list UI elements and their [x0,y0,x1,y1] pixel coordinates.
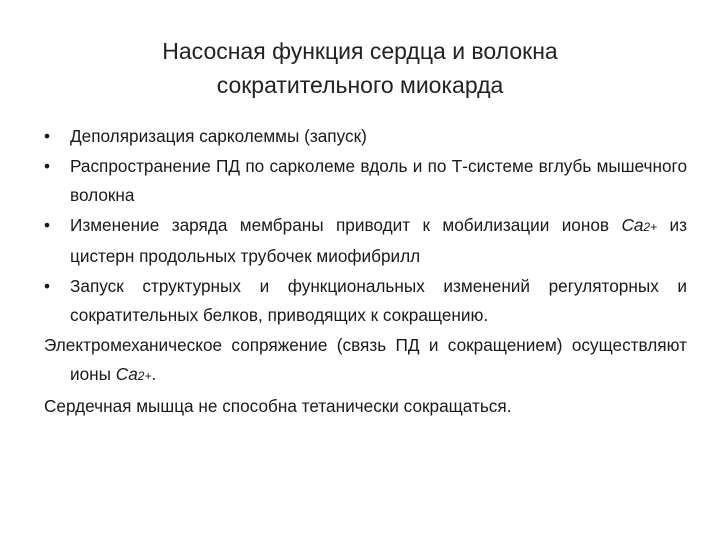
ion-symbol: Ca [115,364,138,384]
bullet-item-2 [44,152,687,211]
para-text: Сердечная мышца не способна тетанически сокращаться. [44,395,512,416]
bullet-item-3 [44,211,687,272]
ion-symbol: Ca [621,214,644,235]
para-text-before: Электромеханическое сопряжение (связь ПД и сокращением) осуществляют ионы [44,334,687,384]
bullet-dot: • [44,155,51,176]
coupling-paragraph [44,331,687,392]
ion-charge: 2+ [137,369,152,383]
ion-charge: 2+ [643,219,658,234]
bullet-item-4 [44,272,687,331]
para-text-after: . [151,364,157,384]
calcium-ion [116,364,152,384]
bullet-dot: • [44,214,51,235]
bullet-dot: • [44,275,51,296]
bullet-text: Распространение ПД по сарколеме вдоль и по Т-системе вглубь мышечного волокна [70,155,687,205]
calcium-ion [621,215,657,235]
tetanus-paragraph [44,392,687,422]
bullet-item-1 [44,122,687,152]
title-line-2: сократительного миокарда [216,72,504,98]
title-line-1: Насосная функция сердца и волокна [162,38,558,64]
bullet-text: Деполяризация сарколеммы (запуск) [70,126,367,146]
bullet-text-after: из цистерн продольных трубочек миофибрилл [70,214,687,266]
bullet-text: Запуск структурных и функциональных изменений регуляторных и сократительных белков, приводящих к сокращению. [70,275,687,325]
bullet-dot: • [44,126,51,146]
slide-title [80,34,640,102]
slide-content [44,122,687,421]
bullet-text-before: Изменение заряда мембраны приводит к мобилизации ионов [70,214,622,235]
